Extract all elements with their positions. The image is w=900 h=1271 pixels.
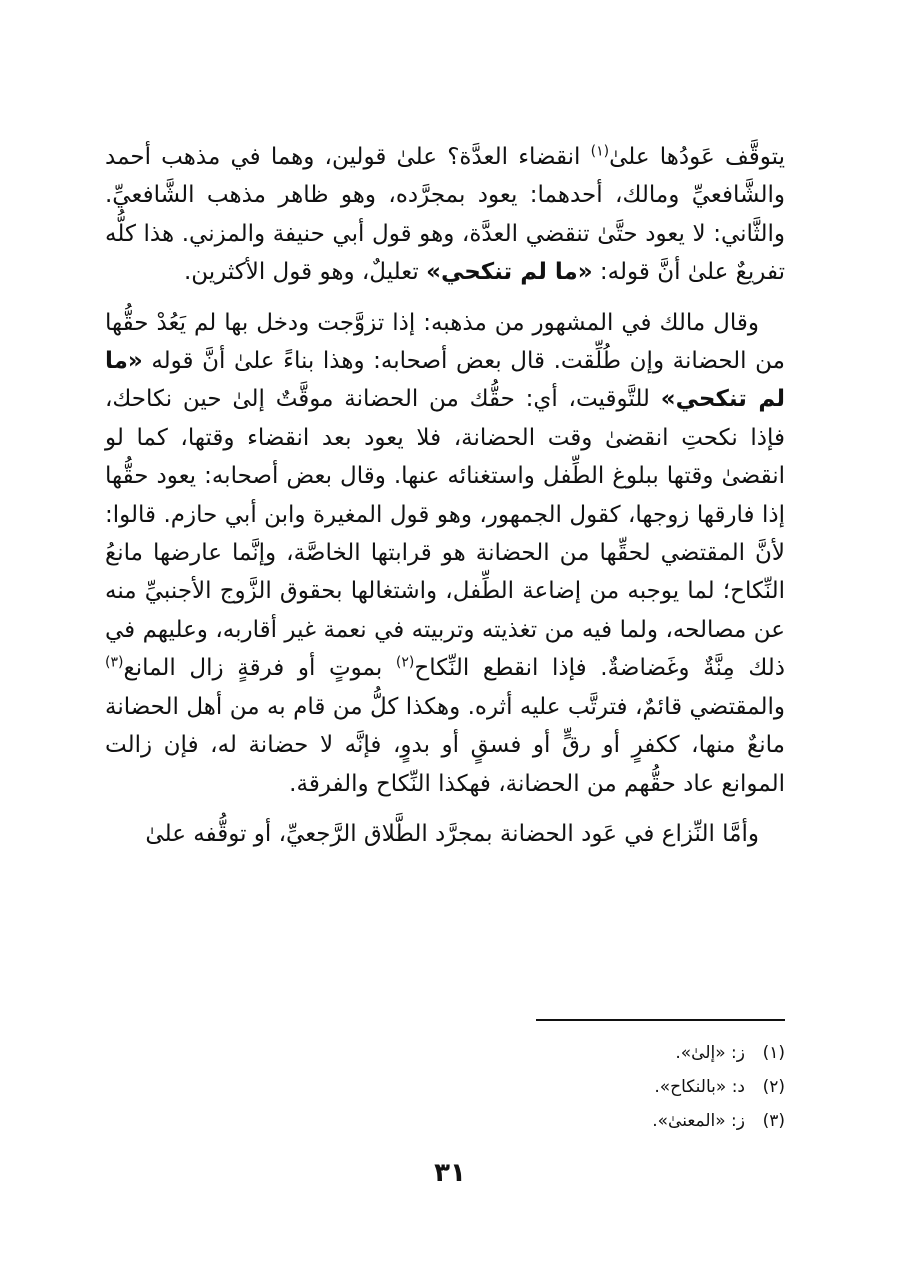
paragraph-1-part-1: يتوقَّف عَودُها علىٰ: [609, 144, 785, 170]
paragraph-2-part-2: للتَّوقيت، أي: حقُّك من الحضانة موقَّتٌ إلىٰ حين نكاحك، فإذا نكحتِ انقضىٰ وقت الحضانة، فلا يعود بعد انقضاء وقتها، كما لو انقضىٰ وقتها ببلوغ الطِّفل واستغنائه عنها. وقال بعض أصحابه: يعود حقُّها إذا فارقها زوجها، كقول الجمهور، وهو قول المغيرة وابن أبي حازم. قالوا: لأنَّ المقتضي لحقِّها من الحضانة هو قرابتها الخاصَّة، وإنَّما عارضها مانعُ النِّكاح؛ لما يوجبه من إضاعة الطِّفل، واشتغالها بحقوق الزَّوج الأجنبيِّ منه عن مصالحه، ولما فيه من تغذيته وتربيته في نعمة غير أقاربه، وعليهم في ذلك مِنَّةٌ وغَضاضةٌ. فإذا انقطع النِّكاح: [105, 386, 785, 682]
footnote-divider: [536, 1019, 785, 1021]
footnote-3: [385, 1104, 785, 1138]
paragraph-1-part-2: انقضاء العدَّة؟ علىٰ قولين، وهما في مذهب أحمد والشَّافعيِّ ومالك، أحدهما: يعود بمجرَّده، وهو ظاهر مذهب الشَّافعيِّ. والثَّاني: لا يعود حتَّىٰ تنقضي العدَّة، وهو قول أبي حنيفة والمزني. هذا كلُّه تفريعٌ علىٰ أنَّ قوله:: [105, 144, 785, 286]
footnote-1: [385, 1036, 785, 1070]
paragraph-2-part-3: بموتٍ أو فرقةٍ زال المانع: [123, 655, 396, 682]
footnote-text: ز: «المعنىٰ».: [652, 1111, 745, 1131]
paragraph-2: [105, 304, 785, 803]
footnote-number: (٢): [762, 1077, 785, 1097]
footnote-ref-2: (٢): [395, 654, 415, 671]
footnotes: [385, 1036, 785, 1138]
footnote-ref-3: (٣): [105, 654, 124, 671]
quote-ma-lam-tankihi: «ما لم تنكحي»: [105, 348, 785, 413]
paragraph-2-part-1: وقال مالك في المشهور من مذهبه: إذا تزوَّجت ودخل بها لم يَعُدْ حقُّها من الحضانة وإن طُلِّقت. قال بعض أصحابه: وهذا بناءً علىٰ أنَّ قوله: [105, 309, 785, 375]
quote-ma-lam-tankihi: «ما لم تنكحي»: [426, 259, 593, 286]
paragraph-1: [105, 138, 785, 292]
footnote-text: ز: «إلىٰ».: [675, 1043, 745, 1063]
footnote-2: [385, 1070, 785, 1104]
footnote-ref-1: (١): [590, 143, 610, 160]
page-number: ٣١: [434, 1158, 466, 1188]
footnote-text: د: «بالنكاح».: [654, 1077, 745, 1097]
footnote-number: (٣): [762, 1111, 785, 1131]
paragraph-1-part-3: تعليلٌ، وهو قول الأكثرين.: [183, 259, 427, 286]
paragraph-3: وأمَّا النِّزاع في عَود الحضانة بمجرَّد الطَّلاق الرَّجعيِّ، أو توقُّفه علىٰ: [145, 820, 759, 847]
paragraph-2-part-4: والمقتضي قائمٌ، فترتَّب عليه أثره. وهكذا كلُّ من قام به من أهل الحضانة مانعٌ منها، ككفرٍ أو رقٍّ أو فسقٍ أو بدوٍ، فإنَّه لا حضانة له، فإن زالت الموانع عاد حقُّهم من الحضانة، فهكذا النِّكاح والفرقة.: [105, 693, 785, 797]
footnote-number: (١): [762, 1043, 785, 1063]
main-text: [105, 138, 785, 853]
